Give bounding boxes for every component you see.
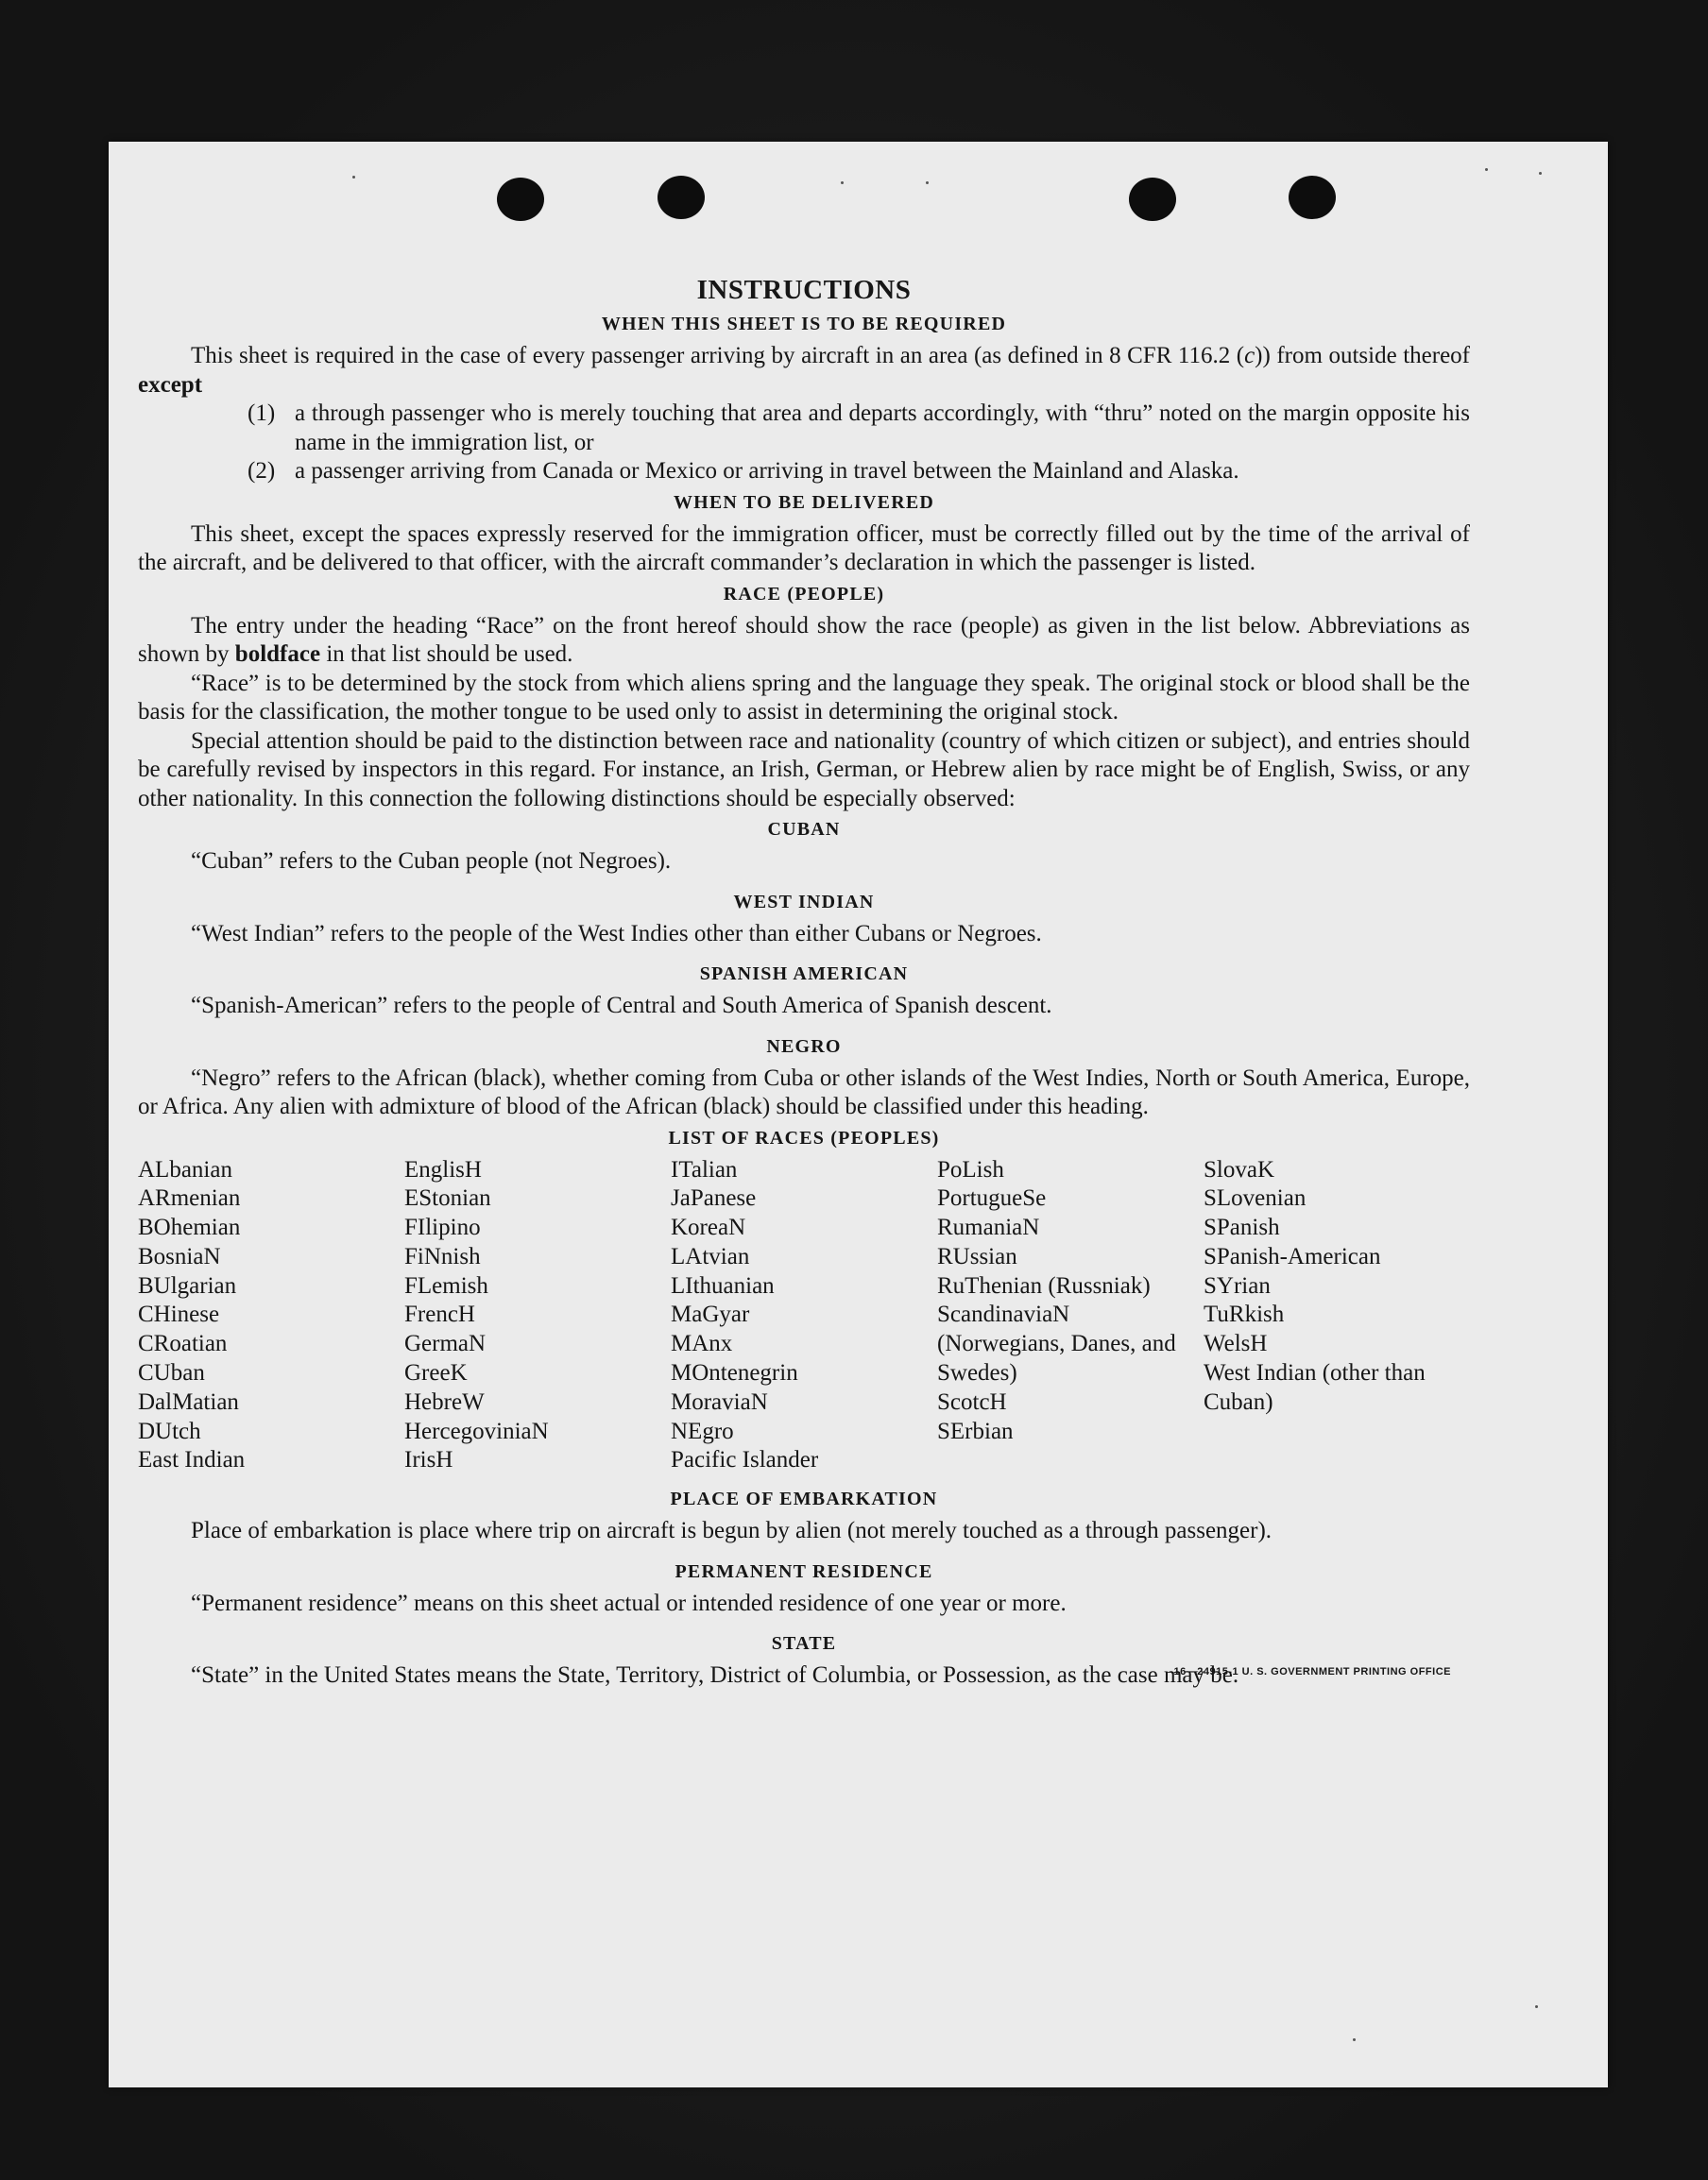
race-paragraph: “Race” is to be determined by the stock from which aliens spring and the language they speak. The original stock or blood shall be the basis for the classification, the mother tongue to be used only to assist in determining the original stock.: [138, 670, 1470, 724]
heading-permanent-residence: PERMANENT RESIDENCE: [675, 1560, 933, 1582]
list-item: ScotcH: [937, 1388, 1007, 1415]
punch-hole: [658, 176, 705, 219]
list-item: EStonian: [404, 1185, 491, 1212]
state-section: [138, 1661, 1470, 1691]
list-item: PortugueSe: [937, 1185, 1047, 1212]
list-item: MaGyar: [671, 1302, 750, 1328]
list-item: HebreW: [404, 1388, 485, 1415]
list-item: BUlgarian: [138, 1272, 237, 1299]
races-column: [671, 1156, 937, 1476]
list-item: RUssian: [937, 1243, 1017, 1269]
list-item: GreeK: [404, 1360, 468, 1387]
list-item: FLemish: [404, 1272, 488, 1299]
heading-spanish-american: SPANISH AMERICAN: [699, 963, 909, 984]
embarkation-text: Place of embarkation is place where trip on aircraft is begun by alien (not merely touched as a through passenger).: [191, 1518, 1272, 1544]
cuban-text: “Cuban” refers to the Cuban people (not Negroes).: [191, 848, 672, 874]
race-paragraph: The entry under the heading “Race” on the front hereof should show the race (people) as given in the list below. Abbreviations as shown by boldface in that list should be used.: [138, 612, 1470, 667]
instructions-content: [138, 274, 1470, 1691]
list-item: JaPanese: [671, 1185, 757, 1212]
west-indian-text: “West Indian” refers to the people of the West Indies other than either Cubans or Negroes.: [191, 920, 1042, 946]
list-item: East Indian: [138, 1447, 246, 1473]
list-item: ScandinaviaN (Norwegians, Danes, and Swedes): [937, 1302, 1176, 1387]
speck: [1353, 2038, 1356, 2041]
when-required-intro: This sheet is required in the case of every passenger arriving by aircraft in an area (as defined in 8 CFR 116.2 (c)) from outside thereof except: [138, 343, 1470, 398]
page-title: INSTRUCTIONS: [696, 275, 912, 305]
permanent-residence-text: “Permanent residence” means on this sheet actual or intended residence of one year or more.: [191, 1590, 1067, 1616]
spanish-american-text: “Spanish-American” refers to the people of Central and South America of Spanish descent.: [191, 993, 1052, 1018]
list-item: SPanish-American: [1204, 1243, 1381, 1269]
list-item: CHinese: [138, 1302, 220, 1328]
list-item: MAnx: [671, 1331, 733, 1357]
list-item: SErbian: [937, 1418, 1014, 1444]
list-item: TuRkish: [1204, 1302, 1285, 1328]
punch-hole: [497, 178, 544, 221]
speck: [1535, 2005, 1538, 2008]
list-item: (2) a passenger arriving from Canada or Mexico or arriving in travel between the Mainland and Alaska.: [248, 458, 1239, 484]
printing-office-code: 16—24915-1 U. S. GOVERNMENT PRINTING OFFICE: [1173, 1666, 1451, 1678]
races-column: [404, 1156, 671, 1476]
list-item: BOhemian: [138, 1215, 241, 1241]
list-item: (1) a through passenger who is merely touching that area and departs accordingly, with “thru” noted on the margin opposite his name in the immigration list, or: [248, 400, 1470, 455]
list-item: RumaniaN: [937, 1215, 1040, 1241]
when-delivered-text: This sheet, except the spaces expressly reserved for the immigration officer, must be correctly filled out by the time of the arrival of the aircraft, and be delivered to that officer, with the aircraft commander’s declaration in which the passenger is listed.: [138, 520, 1470, 575]
speck: [926, 181, 929, 184]
heading-west-indian: WEST INDIAN: [733, 891, 875, 912]
list-item: LIthuanian: [671, 1272, 775, 1299]
list-item: Pacific Islander: [671, 1447, 819, 1473]
list-item: MoraviaN: [671, 1388, 768, 1415]
races-column: [1204, 1156, 1470, 1476]
list-item: CUban: [138, 1360, 205, 1387]
list-item: SYrian: [1204, 1272, 1271, 1299]
list-item: LAtvian: [671, 1243, 750, 1269]
speck: [841, 181, 844, 184]
list-item: GermaN: [404, 1331, 487, 1357]
speck: [1539, 172, 1542, 175]
heading-when-delivered: WHEN TO BE DELIVERED: [673, 491, 935, 513]
list-item: RuThenian (Russniak): [937, 1272, 1151, 1299]
list-item: NEgro: [671, 1418, 734, 1444]
list-item: ARmenian: [138, 1185, 241, 1212]
list-item: CRoatian: [138, 1331, 228, 1357]
punch-hole: [1129, 178, 1176, 221]
speck: [1485, 168, 1488, 171]
state-text: “State” in the United States means the State, Territory, District of Columbia, or Possession, as the case may be.: [191, 1662, 1239, 1689]
races-column: [937, 1156, 1204, 1476]
list-item: EnglisH: [404, 1156, 482, 1183]
list-item: KoreaN: [671, 1215, 746, 1241]
list-item: FIlipino: [404, 1215, 481, 1241]
heading-cuban: CUBAN: [767, 819, 841, 840]
list-item: DalMatian: [138, 1388, 239, 1415]
speck: [352, 176, 355, 179]
list-item: IrisH: [404, 1447, 453, 1473]
list-item: PoLish: [937, 1156, 1004, 1183]
races-list: [138, 1156, 1470, 1476]
list-item: FiNnish: [404, 1243, 481, 1269]
list-item: ALbanian: [138, 1156, 232, 1183]
list-item: SPanish: [1204, 1215, 1280, 1241]
races-column: [138, 1156, 404, 1476]
list-item: SLovenian: [1204, 1185, 1307, 1212]
heading-state: STATE: [771, 1633, 837, 1655]
heading-when-required: WHEN THIS SHEET IS TO BE REQUIRED: [601, 314, 1007, 334]
list-item: MOntenegrin: [671, 1360, 798, 1387]
list-item: HercegoviniaN: [404, 1418, 549, 1444]
list-item: FrencH: [404, 1302, 475, 1328]
heading-negro: NEGRO: [766, 1035, 842, 1057]
list-item: West Indian (other than Cuban): [1204, 1360, 1426, 1415]
heading-race: RACE (PEOPLE): [723, 583, 885, 605]
list-item: ITalian: [671, 1156, 738, 1183]
list-item: DUtch: [138, 1418, 201, 1444]
list-item: SlovaK: [1204, 1156, 1274, 1183]
heading-list-of-races: LIST OF RACES (PEOPLES): [668, 1127, 940, 1149]
list-item: WelsH: [1204, 1331, 1268, 1357]
list-item: BosniaN: [138, 1243, 221, 1269]
heading-embarkation: PLACE OF EMBARKATION: [670, 1489, 938, 1510]
negro-text: “Negro” refers to the African (black), whether coming from Cuba or other islands of the West Indies, North or South America, Europe, or Africa. Any alien with admixture of blood of the African (black) should be classified under this heading.: [138, 1064, 1470, 1119]
punch-hole: [1289, 176, 1336, 219]
race-paragraph: Special attention should be paid to the distinction between race and nationality (country of which citizen or subject), and entries should be carefully revised by inspectors in this regard. For instance, an Irish, German, or Hebrew alien by race might be of English, Swiss, or any other nationality. In this connection the following distinctions should be especially observed:: [138, 727, 1470, 811]
